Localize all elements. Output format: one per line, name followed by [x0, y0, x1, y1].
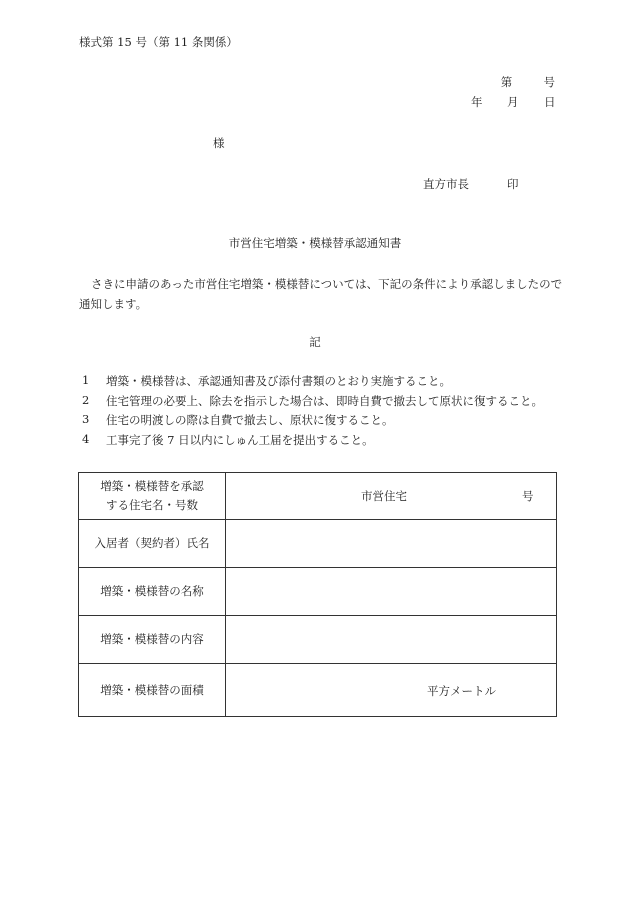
- condition-item: 1 増築・模様替は、承認通知書及び添付書類のとおり実施すること。: [82, 373, 451, 388]
- date-year-label: 年: [471, 95, 483, 109]
- date-month-label: 月: [507, 95, 519, 109]
- table-row: [79, 473, 557, 520]
- table-row: [79, 616, 557, 664]
- document-number-line: [0, 74, 555, 90]
- condition-item: 4 工事完了後 7 日以内にしゅん工届を提出すること。: [82, 431, 374, 447]
- row-value-work-content[interactable]: [226, 616, 557, 664]
- area-unit: 平方メートル: [427, 684, 496, 698]
- seal-mark: 印: [507, 177, 519, 191]
- row-label-housing: 増築・模様替を承認 する住宅名・号数: [79, 473, 226, 520]
- number-label-go: 号: [543, 75, 555, 89]
- sender-name: 直方市長: [423, 177, 469, 191]
- row-label-work-name: 増築・模様替の名称: [79, 568, 226, 616]
- row-value-work-name[interactable]: [226, 568, 557, 616]
- housing-name-label: 市営住宅: [361, 489, 407, 503]
- table-row: [79, 568, 557, 616]
- table-row: [79, 520, 557, 568]
- condition-item: 3 住宅の明渡しの際は自費で撤去し、原状に復すること。: [82, 412, 394, 427]
- table-row: [79, 664, 557, 717]
- row-label-area: 増築・模様替の面積: [79, 664, 226, 717]
- form-number: 様式第 15 号（第 11 条関係）: [79, 35, 238, 49]
- row-value-tenant[interactable]: [226, 520, 557, 568]
- date-day-label: 日: [544, 95, 556, 109]
- ki-heading: 記: [309, 335, 321, 349]
- date-line: [0, 94, 630, 110]
- row-value-area[interactable]: [226, 664, 557, 717]
- info-table: [78, 472, 557, 717]
- recipient-honorific: 様: [213, 136, 225, 150]
- row-value-housing[interactable]: [226, 473, 557, 520]
- row-label-tenant: 入居者（契約者）氏名: [79, 520, 226, 568]
- body-paragraph: さきに申請のあった市営住宅増築・模様替については、下記の条件により承認しましたので通知します。: [79, 277, 563, 311]
- condition-item: 2 住宅管理の必要上、除去を指示した場合は、即時自費で撤去して原状に復すること。: [82, 392, 543, 408]
- document-title: 市営住宅増築・模様替承認通知書: [228, 236, 402, 250]
- housing-number-unit: 号: [522, 489, 534, 503]
- number-label-dai: 第: [500, 75, 513, 89]
- row-label-work-content: 増築・模様替の内容: [79, 616, 226, 664]
- conditions-list: [79, 373, 543, 451]
